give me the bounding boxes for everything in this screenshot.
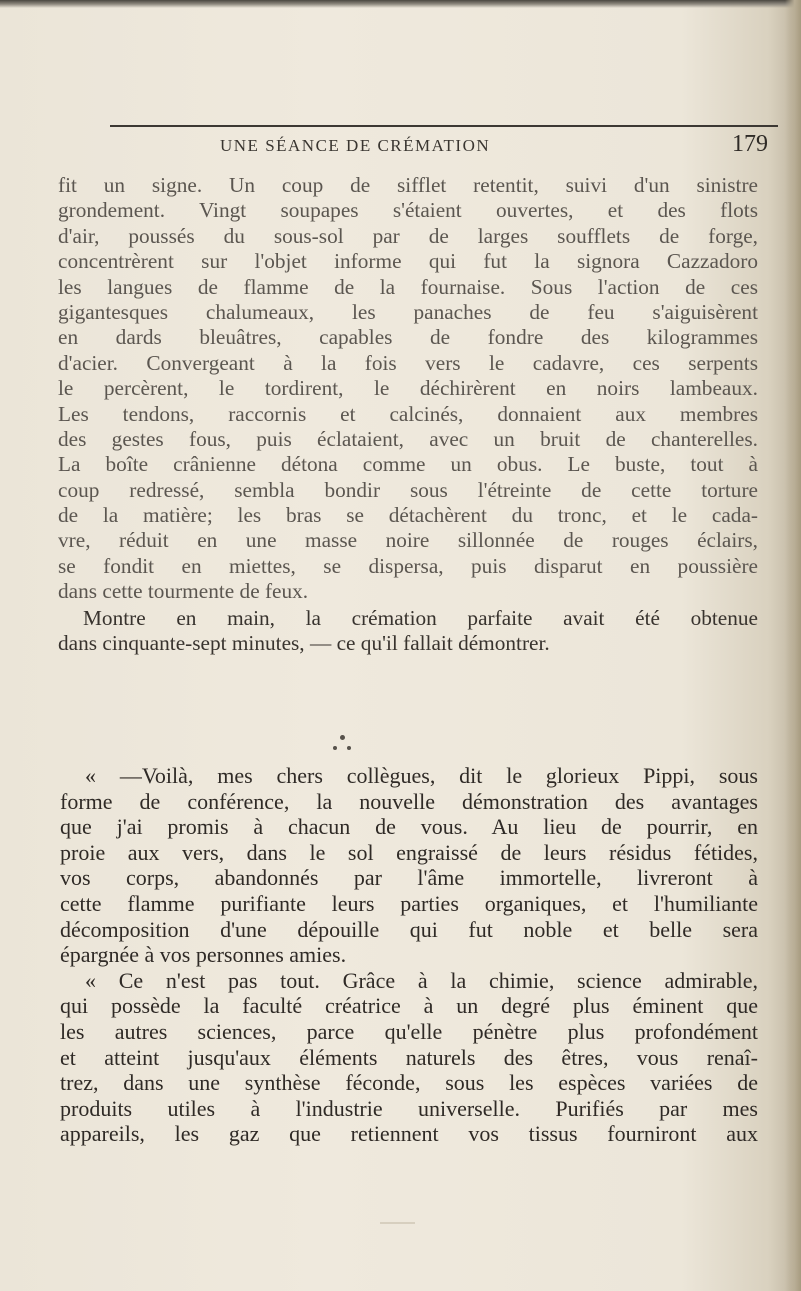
text-line: qui possède la faculté créatrice à un degré plus éminent que [60,993,758,1019]
text-line: Les tendons, raccornis et calcinés, donnaient aux membres [58,401,758,426]
scan-smudge [380,1222,415,1224]
text-line: les autres sciences, parce qu'elle pénètre plus profondément [60,1018,758,1044]
text-line: « Ce n'est pas tout. Grâce à la chimie, science admirable, [85,967,758,993]
text-line: et atteint jusqu'aux éléments naturels des êtres, vous renaî- [60,1044,758,1070]
text-line: coup redressé, sembla bondir sous l'étreinte de cette torture [58,477,758,502]
ornament-dot [340,735,345,740]
text-line: que j'ai promis à chacun de vous. Au lieu de pourrir, en [60,814,758,840]
body-text-upper [58,173,758,656]
text-line: Montre en main, la crémation parfaite avait été obtenue [83,605,758,630]
text-line: forme de conférence, la nouvelle démonstration des avantages [60,788,758,814]
page-gutter-edge [785,0,801,1291]
paragraph [58,173,758,605]
text-line: d'acier. Convergeant à la fois vers le cadavre, ces serpents [58,350,758,375]
text-line: décomposition d'une dépouille qui fut noble et belle sera [60,916,758,942]
text-line: grondement. Vingt soupapes s'étaient ouvertes, et des flots [58,198,758,223]
text-line: fit un signe. Un coup de sifflet retentit, suivi d'un sinistre [58,173,758,197]
page-header [120,128,778,162]
text-line: dans cinquante-sept minutes, — ce qu'il fallait démontrer. [58,631,550,656]
text-line: proie aux vers, dans le sol engraissé de leurs résidus fétides, [60,839,758,865]
ornament-dot [347,746,351,750]
text-line: gigantesques chalumeaux, les panaches de feu s'aiguisèrent [58,299,758,324]
text-line: épargnée à vos personnes amies. [60,942,347,968]
paragraph [60,968,758,1147]
text-line: le percèrent, le tordirent, le déchirèrent en noirs lambeaux. [58,376,758,401]
header-rule [110,125,778,127]
paragraph [58,606,758,657]
running-title: UNE SÉANCE DE CRÉMATION [220,136,491,155]
ornament-dot [333,746,337,750]
text-line: « —Voilà, mes chers collègues, dit le glorieux Pippi, sous [85,763,758,788]
body-text-lower [60,763,758,1147]
text-line: des gestes fous, puis éclataient, avec un bruit de chanterelles. [58,426,758,451]
text-line: cette flamme purifiante leurs parties organiques, et l'humiliante [60,890,758,916]
text-line: appareils, les gaz que retiennent vos tissus fourniront aux [60,1121,758,1147]
text-line: se fondit en miettes, se dispersa, puis disparut en poussière [58,553,758,578]
text-line: trez, dans une synthèse féconde, sous les espèces variées de [60,1070,758,1096]
text-line: produits utiles à l'industrie universelle. Purifiés par mes [60,1095,758,1121]
text-line: concentrèrent sur l'objet informe qui fut la signora Cazzadoro [58,249,758,274]
text-line: d'air, poussés du sous-sol par de larges soufflets de forge, [58,223,758,248]
text-line: de la matière; les bras se détachèrent du tronc, et le cada- [58,503,758,528]
scan-top-shadow [0,0,801,8]
text-line: dans cette tourmente de feux. [58,579,309,604]
paragraph [60,763,758,968]
section-break-ornament [328,735,358,765]
text-line: les langues de flamme de la fournaise. Sous l'action de ces [58,274,758,299]
text-line: vos corps, abandonnés par l'âme immortelle, livreront à [60,865,758,891]
text-line: vre, réduit en une masse noire sillonnée de rouges éclairs, [58,528,758,553]
text-line: La boîte crânienne détona comme un obus. Le buste, tout à [58,452,758,477]
page-number: 179 [732,131,768,157]
text-line: en dards bleuâtres, capables de fondre des kilogrammes [58,325,758,350]
